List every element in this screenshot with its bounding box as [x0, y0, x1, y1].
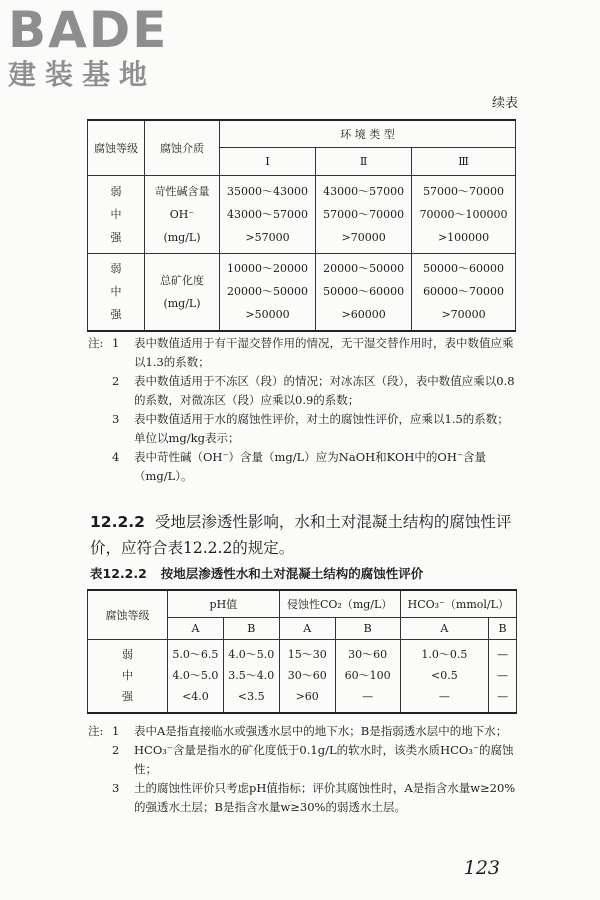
- note-label: 注:: [88, 724, 104, 738]
- value-cell: 4.0～5.0 3.5～4.0 <3.5: [223, 639, 279, 713]
- note-number: 3: [112, 412, 120, 426]
- note-item: [88, 741, 516, 779]
- note-text: 表中苛性碱（OH⁻）含量（mg/L）应为NaOH和KOH中的OH⁻含量（mg/L）。: [134, 450, 486, 483]
- note-number: 1: [112, 336, 120, 350]
- header-ph: pH值: [168, 590, 280, 617]
- note-text: 表中数值适用于不冻区（段）的情况；对冰冻区（段），表中数值应乘以0.8的系数，对微冻区（段）应乘以0.9的系数；: [134, 374, 515, 407]
- header-medium: 腐蚀介质: [145, 120, 220, 175]
- grade-cell: 弱 中 强: [88, 253, 145, 331]
- section-text: 受地层渗透性影响，水和土对混凝土结构的腐蚀性评价，应符合表12.2.2的规定。: [90, 513, 512, 557]
- header-env: 环 境 类 型: [220, 120, 516, 147]
- page-number: 123: [463, 857, 500, 879]
- header-sub: B: [335, 617, 400, 639]
- logo-brand: BADE: [8, 1, 169, 59]
- section-number: 12.2.2: [90, 513, 145, 531]
- note-item: [88, 448, 516, 486]
- grade-cell: 弱 中 强: [88, 175, 145, 253]
- header-sub: A: [168, 617, 224, 639]
- note-item: [88, 334, 516, 372]
- header-env-2: Ⅱ: [316, 147, 412, 175]
- value-cell: 5.0～6.5 4.0～5.0 <4.0: [168, 639, 224, 713]
- note-number: 4: [112, 450, 120, 464]
- note-number: 3: [112, 781, 120, 795]
- note-item: [88, 410, 516, 448]
- continued-label: 续表: [491, 96, 518, 111]
- table-row: [88, 175, 516, 253]
- medium-cell: 总矿化度 (mg/L): [145, 253, 220, 331]
- logo-subtitle: 建装基地: [8, 58, 157, 91]
- grade-cell: 弱 中 强: [88, 639, 168, 713]
- value-cell: 50000～60000 60000～70000 >70000: [412, 253, 516, 331]
- header-grade: 腐蚀等级: [88, 590, 168, 639]
- table-row: [88, 639, 517, 713]
- header-sub: A: [279, 617, 335, 639]
- section-12-2-2: [90, 509, 530, 561]
- note-number: 2: [112, 743, 120, 757]
- note-number: 1: [112, 724, 120, 738]
- note-text: 土的腐蚀性评价只考虑pH值指标；评价其腐蚀性时，A是指含水量w≥20%的强透水土层；B是指含水量w≥30%的弱透水土层。: [134, 781, 516, 814]
- table2-caption-number: 表12.2.2: [90, 566, 147, 581]
- table-row: [88, 253, 516, 331]
- header-hco3: HCO₃⁻（mmol/L）: [400, 590, 516, 617]
- value-cell: 10000～20000 20000～50000 >50000: [220, 253, 316, 331]
- table2-caption: [90, 564, 423, 582]
- note-label: 注:: [88, 336, 104, 350]
- note-text: HCO₃⁻含量是指水的矿化度低于0.1g/L的软水时，该类水质HCO₃⁻的腐蚀性；: [134, 743, 514, 776]
- table2-caption-title: 按地层渗透性水和土对混凝土结构的腐蚀性评价: [160, 566, 424, 581]
- note-text: 表中数值适用于有干湿交替作用的情况，无干湿交替作用时，表中数值应乘以1.3的系数；: [134, 336, 514, 369]
- header-env-1: Ⅰ: [220, 147, 316, 175]
- header-grade: 腐蚀等级: [88, 120, 145, 175]
- value-cell: 43000～57000 57000～70000 >70000: [316, 175, 412, 253]
- value-cell: 30～60 60～100 —: [335, 639, 400, 713]
- table-permeability: [87, 589, 517, 714]
- notes-table1: [88, 334, 516, 486]
- note-text: 表中数值适用于水的腐蚀性评价，对土的腐蚀性评价，应乘以1.5的系数；单位以mg/kg表示；: [134, 412, 509, 445]
- note-item: [88, 779, 516, 817]
- value-cell: 35000～43000 43000～57000 >57000: [220, 175, 316, 253]
- header-env-3: Ⅲ: [412, 147, 516, 175]
- table-corrosion-medium: [87, 119, 516, 332]
- value-cell: — — —: [489, 639, 517, 713]
- value-cell: 15～30 30～60 >60: [279, 639, 335, 713]
- value-cell: 1.0～0.5 <0.5 —: [400, 639, 489, 713]
- header-sub: B: [489, 617, 517, 639]
- notes-table2: [88, 722, 516, 817]
- header-co2: 侵蚀性CO₂（mg/L）: [279, 590, 400, 617]
- value-cell: 57000～70000 70000～100000 >100000: [412, 175, 516, 253]
- header-sub: B: [223, 617, 279, 639]
- value-cell: 20000～50000 50000～60000 >60000: [316, 253, 412, 331]
- logo: [8, 1, 169, 92]
- note-number: 2: [112, 374, 120, 388]
- header-sub: A: [400, 617, 489, 639]
- medium-cell: 苛性碱含量 OH⁻ (mg/L): [145, 175, 220, 253]
- note-item: [88, 372, 516, 410]
- note-item: [88, 722, 516, 741]
- note-text: 表中A是指直接临水或强透水层中的地下水；B是指弱透水层中的地下水；: [134, 724, 508, 738]
